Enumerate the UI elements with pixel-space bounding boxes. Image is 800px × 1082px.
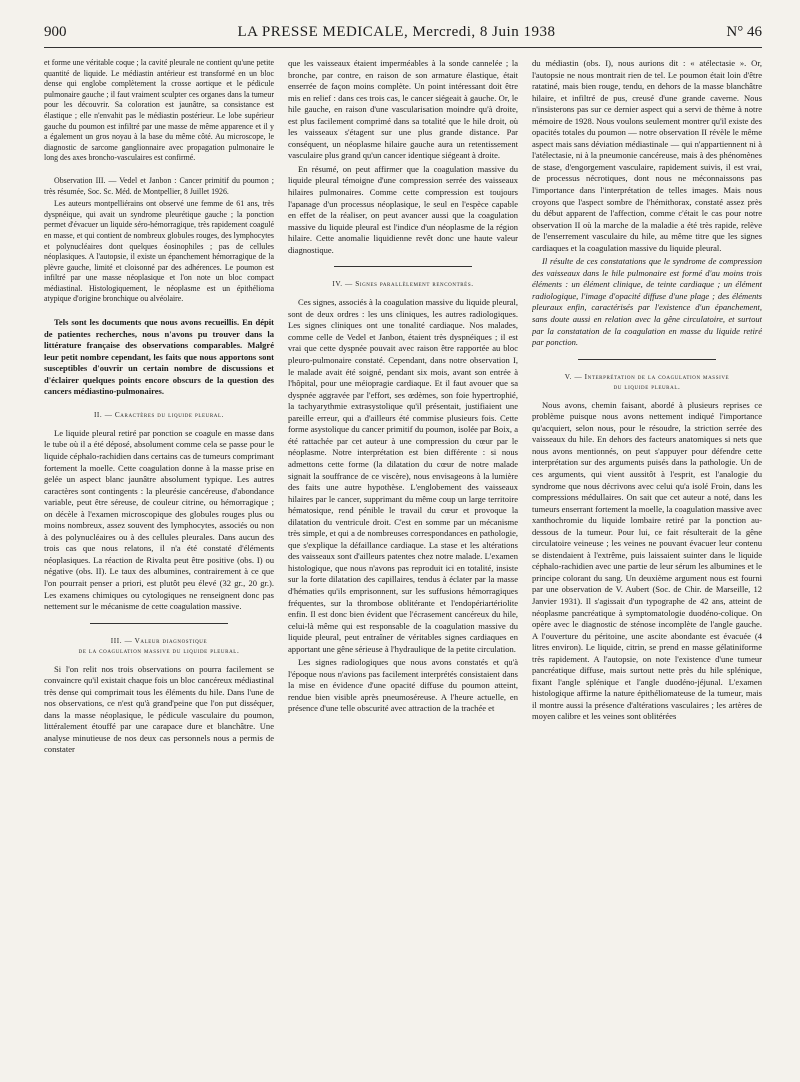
section-heading: IV. — Signes parallèlement rencontrés. [332,280,474,289]
section-heading-line: V. — Interprétation de la coagulation massive [564,372,730,381]
paragraph: Si l'on relit nos trois observations on pourra facilement se convaincre qu'il existait chaque fois un bloc cancéreux médiastinal très dense qui comprimait tous les éléments du hile. Dans l'une de nos observations, ce n'est qu'à grand'peine que l'on put disséquer, dans la masse néoplasique, le pédicule vasculaire du poumon, littéralement étouffé par une carapace dure et blanchâtre. Une analyse minutieuse de nos deux cas personnels nous a permis de constater [44,663,274,755]
paragraph: du médiastin (obs. I), nous aurions dit : « atélectasie ». Or, l'autopsie ne nous montrait rien de tel. Le poumon était loin d'être ratatiné, mais bien rouge, tendu, en dehors de la masse blanchâtre hilaire, et infiltré de pus, creusé d'une grande caverne. Nous n'insisterons pas sur ce dernier aspect qui a servi de thème à notre mémoire de 1928. Nous voulons seulement montrer qu'il existe des opacités totales du poumon — notre observation II révèle le même aspect mais sans déviation médiastinale — qui n'appartiennent ni à l'atélectasie, ni à la pneumonie cancéreuse, mais à des phénomènes de stase, d'engorgement vasculaire, rapidement suivis, il est vrai, de processus nécrotiques, dont nous ne méconnaissons pas l'importance dans l'interprétation de telles images. Mais nous croyons que l'aspect sombre de l'hémithorax, constaté assez près du début apparent de l'affection, comme c'était le cas pour notre observation II où la marche de la maladie a été très rapide, relève de l'enserrement vasculaire du hile, au même titre que les signes cardiaques et la coagulation massive du liquide pleural. [532,58,762,253]
paragraph: Il résulte de ces constatations que le syndrome de compression des vaisseaux dans le hile pulmonaire est formé d'au moins trois éléments : un élément clinique, de teinte cardiaque ; un élément radiologique, l'image d'opacité diffuse d'une plage ; des éléments pleuraux enfin, caractérisés par l'existence d'un épanchement, sans doute aussi en relation avec la gêne circulatoire, et surtout par la constatation de la coagulation en masse du liquide retiré par ponction. [532,256,762,348]
page-number: 900 [44,24,67,40]
journal-title [237,24,555,41]
section-heading: II. — Caractères du liquide pleural. [93,410,225,419]
column-2 [288,58,518,1068]
paragraph: que les vaisseaux étaient imperméables à la sonde cannelée ; la bronche, par contre, en raison de son armature élastique, était enserrée de façon moins complète. Un point intéressant doit être mis en relief : dans ces trois cas, le cancer siégeait à gauche. Or, le hile gauche, en raison d'une vascularisation moindre qu'à droite, est plus facilement comprimé dans sa totalité que le hile droit, où les vaisseaux s'étagent sur une plus grande distance. Par conséquent, un néoplasme hilaire gauche aura un retentissement vasculaire plus grand qu'un cancer identique siégeant à droite. [288,58,518,161]
section-heading-line: du liquide pleural. [613,382,681,391]
observation-heading: Observation III. — Vedel et Janbon : Cancer primitif du poumon ; très résumée, Soc. Sc. Méd. de Montpellier, 8 Juillet 1926. [44,175,274,196]
issue-date: Mercredi, 8 Juin 1938 [412,24,556,40]
paragraph: Ces signes, associés à la coagulation massive du liquide pleural, sont de deux ordres : les uns cliniques, les autres radiologiques. Les signes cliniques ont une tonalité cardiaque. Nos malades, comme celle de Vedel et Janbon, étaient très dyspnéiques ; il est vrai que cette dyspnée pouvait avec raison être rapportée au bloc pleuro-pulmonaire constaté. Cependant, dans notre observation I, le malade avait été soigné, pendant six mois, avant son entrée à l'hôpital, pour une méiopragie cardiaque. Et il faut avouer que sa dyspnée aggravée par l'effort, ses œdèmes, son foie hypertrophié, la tachyarythmie extrasystolique qu'il présentait, justifiaient une pareille erreur, qui a d'ailleurs été commise plusieurs fois. Cette forme asystolique du cancer primitif du poumon, isolée par Boix, a été rattachée par cet auteur à une compression du cœur par le néoplasme. Notre interprétation est bien différente : si nous admettons cette forme (la dilatation du cœur de notre malade signait la souffrance de ce viscère), nous envisageons à la lumière des faits une autre hypothèse. L'englobement des vaisseaux hilaires par le cancer, supprimant du même coup un large territoire hématosique, rend pénible le travail du cœur et provoque la dilatation du ventricule droit. C'est en somme par un mécanisme très simple, et qui a de nombreuses correspondances en pathologie, que s'explique la défaillance cardiaque. La stase et les altérations des vaisseaux sont d'ailleurs patentes chez notre malade. L'examen histologique, que nous n'avons pas reproduit ici en totalité, insiste sur la forte dilatation des capillaires, tendus à éclater par la masse d'hématies qu'ils emprisonnent, sur les suffusions hémorragiques fréquentes, sur la thrombose oblitérante et l'endopériartériolite enfin. Il est donc bien évident que l'écrasement cancéreux du hile, celui-là même qui est responsable de la coagulation massive du liquide pleural, peut entraîner de véritables signes cardiaques en apportant une gêne sérieuse à l'hydraulique de la petite circulation. [288,297,518,654]
section-heading-line: de la coagulation massive du liquide pleural. [78,646,240,655]
text-columns [44,58,762,1068]
column-1 [44,58,274,1068]
paragraph: Le liquide pleural retiré par ponction se coagule en masse dans le tube où il a été déposé, absolument comme cela se passe pour le liquide céphalo-rachidien dans certains cas de tumeurs comprimant fortement la moelle. Cette coagulation donne à la masse prise en gelée un aspect blanc jaunâtre absolument typique. Les autres caractères sont contingents : la pleurésie cancéreuse, d'abondance variable, peut être séreuse, de couleur citrine, ou hémorragique ; on décèle à l'examen microscopique des globules rouges plus ou moins nombreux, assez souvent des lymphocytes, associés ou non à des polynucléaires ou à des cellules pleurales. Dans aucun des trois cas que nous relatons, il n'a été constaté d'éléments néoplasiques. La réaction de Rivalta peut être positive (obs. I) ou négative (obs. II). Le taux des albumines, contrairement à ce que l'on pourrait penser a priori, est plutôt peu élevé (32 gr., 20 gr.). Les examens chimiques ou cytologiques ne renseignent donc pas nettement sur le mécanisme de cette coagulation massive. [44,427,274,612]
paragraph: et forme une véritable coque ; la cavité pleurale ne contient qu'une petite quantité de liquide. Le médiastin antérieur est transformé en un bloc dense qui englobe complètement la crosse aortique et le pédicule pulmonaire gauche ; il faut vraiment sculpter ces organes dans la tumeur pour les découvrir. Sa coloration est jaunâtre, sa consistance est élastique ; elle n'envahit pas le médiastin postérieur. Le lobe supérieur gauche du poumon est infiltré par une masse de même apparence et il y a également un gros noyau à la base du même côté. Au microscope, le diagnostic de sarcome ganglionnaire avec propagation pulmonaire le long des axes broncho-vasculaires est confirmé. [44,58,274,163]
section-heading-line: III. — Valeur diagnostique [110,636,208,645]
journal-name: LA PRESSE MEDICALE, [237,24,409,40]
section-heading [532,372,762,392]
paragraph: En résumé, on peut affirmer que la coagulation massive du liquide pleural témoigne d'une compression serrée des vaisseaux hilaires pulmonaires. Comme cette compression est toujours l'apanage d'un processus néoplasique, le seul en l'espèce capable en effet de la réaliser, on peut avancer aussi que la coagulation massive du liquide pleural est l'indice d'un néoplasme de la région hilaire. Cette anomalie liquidienne revêt donc une haute valeur diagnostique. [288,163,518,255]
page-header [44,24,762,48]
paragraph: Tels sont les documents que nous avons recueillis. En dépit de patientes recherches, nous n'avons pu trouver dans la littérature française des observations comparables. Malgré leur petit nombre cependant, les faits que nous apportons sont susceptibles d'ouvrir un certain nombre de discussions et d'éclairer quelques points encore obscurs de la question des cancers médiastino-pulmonaires. [44,317,274,397]
paragraph: Les auteurs montpelliérains ont observé une femme de 61 ans, très dyspnéique, qui avait un syndrome pleurétique gauche ; la ponction permet d'évacuer un liquide séro-hémorragique, très rapidement coagulé en masse, et qui contient de nombreux globules rouges, des lymphocytes et polynucléaires dont quelques éosinophiles ; pas de cellules néoplasiques. A l'autopsie, il existe un épanchement hémorragique de la plèvre gauche, limité et cloisonné par des adhérences. Le poumon est infiltré par une masse néoplasique et l'on note un bloc compact médiastinal. Histologiquement, le néoplasme est un épithélioma atypique d'origine bronchique ou alvéolaire. [44,199,274,304]
section-heading [44,636,274,656]
paragraph: Les signes radiologiques que nous avons constatés et qu'à l'époque nous n'avions pas facilement interprétés consistaient dans la mise en évidence d'une opacité diffuse du poumon atteint, rendue bien visible après pneumoséreuse. A l'heure actuelle, en présence d'une telle obscurité avec attraction de la trachée et [288,657,518,714]
paragraph: Nous avons, chemin faisant, abordé à plusieurs reprises ce problème puisque nous avons nettement indiqué l'importance qu'acquiert, selon nous, pour le résoudre, la striction serrée des vaisseaux du hile. En dehors des facteurs anatomiques si nets que nous avons mentionnés, on peut s'appuyer pour défendre cette interprétation sur des arguments puisés dans la pathologie. Un de ces arguments, qui vient aussitôt à l'esprit, est l'analogie du syndrome que nous décrivons avec celui qu'a isolé Froin, dans les compressions médullaires. On sait que cet auteur a noté, dans les tumeurs enserrant fortement la moelle, la coagulation massive avec xanthochromie du liquide lombaire retiré par la ponction au-dessous de la tumeur. Pour lui, ce fait résulterait de la gêne circulatoire veineuse ; les veines ne pouvant évacuer leur contenu se distendaient à l'extrême, puis laissaient suinter dans le liquide céphalo-rachidien avec une partie de leur sérum les albumines et le principe colorant du sang. Un deuxième argument nous est fourni par une observation de V. Aubert (Soc. de Chir. de Marseille, 12 Janvier 1931). Il s'agissait d'un typographe de 42 ans, atteint de néoplasme pancréatique à symptomatologie duodéno-colique. On opère avec le diagnostic de sténose incomplète de l'angle gauche. A l'ouverture du péritoine, une ascite abondante est évacuée (4 litres environ). Le liquide, citrin, se prend en masse gélatiniforme très rapidement. A l'autopsie, on note l'existence d'une tumeur pancréatique diffuse, mais surtout nette près du hile splénique, fixant l'angle splénique et l'angle duodéno-jéjunal. L'examen histologique affirme la nature épithéliomateuse de la tumeur, mais il montre aussi la présence d'altérations vasculaires ; les artères de moyen calibre et les veines sont oblitérées [532,399,762,722]
column-3 [532,58,762,1068]
issue-number: N° 46 [726,24,762,40]
